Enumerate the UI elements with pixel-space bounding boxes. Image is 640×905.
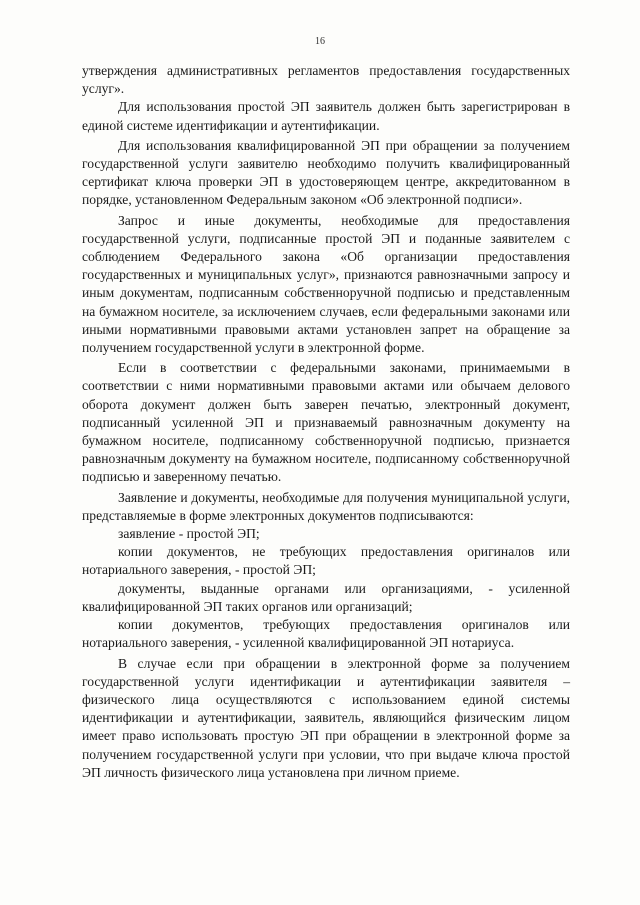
paragraph: копии документов, требующих предоставления оригиналов или нотариального заверения, - усиленной квалифицированной ЭП нотариуса. <box>82 617 570 651</box>
paragraph: документы, выданные органами или организациями, - усиленной квалифицированной ЭП таких органов или организаций; <box>82 580 570 614</box>
paragraph: Заявление и документы, необходимые для получения муниципальной услуги, представляемые в форме электронных документов подписываются: <box>82 489 570 523</box>
paragraph: Для использования квалифицированной ЭП при обращении за получением государственной услуги заявителю необходимо получить квалифицированный сертификат ключа проверки ЭП в удостоверяющем центре, аккредитованном в порядке, установленном Федеральным законом «Об электронной подписи». <box>82 137 570 208</box>
paragraph: Если в соответствии с федеральными законами, принимаемыми в соответствии с ними нормативными правовыми актами или обычаем делового оборота документ должен быть заверен печатью, электронный документ, подписанный усиленной ЭП и признаваемый равнозначным документу на бумажном носителе, подписанному собственноручной подписью, признается равнозначным документу на бумажном носителе, подписанному собственноручной подписью и заверенному печатью. <box>82 360 570 485</box>
paragraph: заявление - простой ЭП; <box>118 526 260 542</box>
document-body <box>82 62 570 782</box>
paragraph: Запрос и иные документы, необходимые для предоставления государственной услуги, подписанные простой ЭП и поданные заявителем с соблюдением Федерального закона «Об организации предоставления государственных и муниципальных услуг», признаются равнозначными запросу и иным документам, подписанным собственноручной подписью и представленным на бумажном носителе, за исключением случаев, если федеральными законами или иными нормативными правовыми актами установлен запрет на обращение за получением государственной услуги в электронной форме. <box>82 212 570 356</box>
paragraph: В случае если при обращении в электронной форме за получением государственной услуги идентификации и аутентификации заявителя – физического лица осуществляются с использованием единой системы идентификации и аутентификации, заявитель, являющийся физическим лицом имеет право использовать простую ЭП при обращении в электронной форме за получением государственной услуги при условии, что при выдаче ключа простой ЭП личность физического лица установлена при личном приеме. <box>82 655 570 780</box>
page-number: 16 <box>315 36 325 47</box>
paragraph: утверждения административных регламентов предоставления государственных услуг». <box>82 63 570 97</box>
paragraph: копии документов, не требующих предоставления оригиналов или нотариального заверения, - простой ЭП; <box>82 544 570 578</box>
paragraph: Для использования простой ЭП заявитель должен быть зарегистрирован в единой системе идентификации и аутентификации. <box>82 99 570 133</box>
